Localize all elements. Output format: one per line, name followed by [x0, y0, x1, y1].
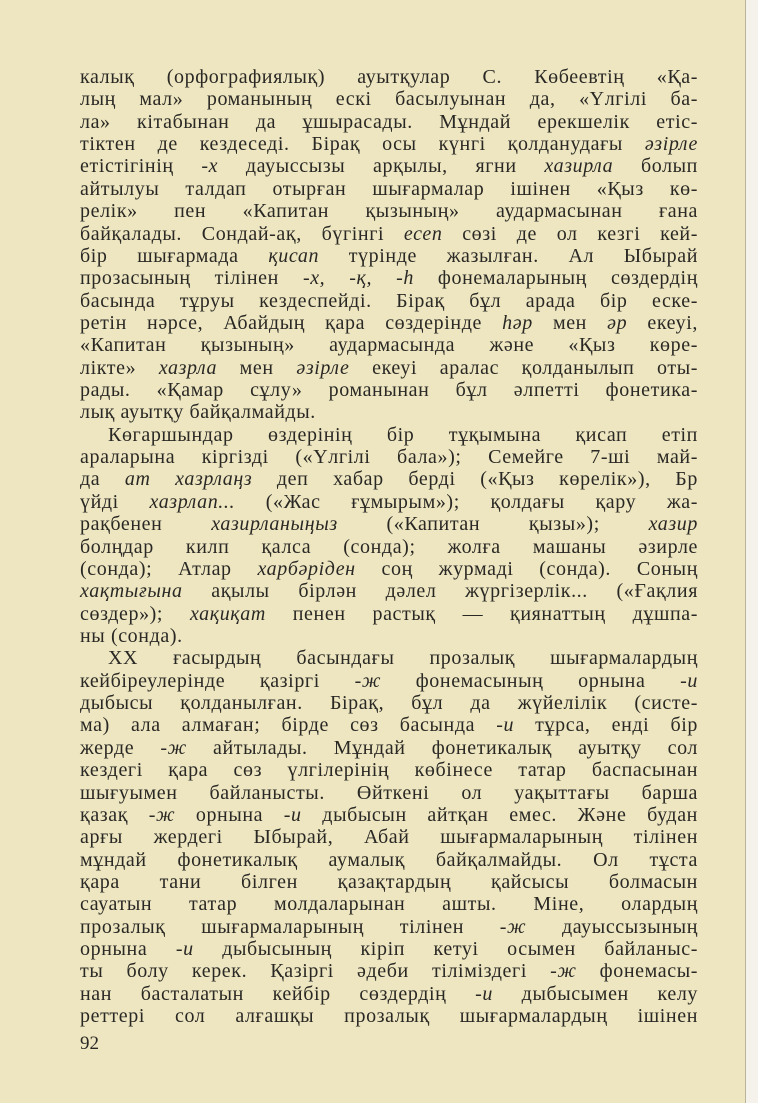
text-line	[80, 1005, 698, 1027]
text-line	[80, 424, 698, 446]
text-line	[80, 312, 698, 334]
text-line	[80, 290, 698, 312]
text-segment: дауыссызы арқылы, ягни	[218, 155, 545, 178]
text-segment: мұндай фонетикалық аумалық байқалмайды. Ол тұста	[80, 848, 698, 871]
text-segment: лың мал» романының ескі басылуынан да, «Үлгілі ба-	[80, 88, 698, 111]
text-line	[80, 88, 698, 110]
italic-term: -ж	[148, 803, 176, 826]
text-line	[80, 983, 698, 1005]
text-segment: реттері сол алғашқы прозалық шығармалардың ішінен	[80, 1005, 698, 1028]
text-segment: ны (сонда).	[80, 624, 183, 647]
text-segment: қара тани білген қазақтардың қайсысы болмасын	[80, 870, 698, 893]
text-segment: араларына кіргізді («Үлгілі бала»); Семейге 7-ші май-	[80, 446, 698, 469]
text-segment: XX ғасырдың басындағы прозалық шығармалардың	[108, 647, 698, 670]
text-line	[80, 379, 698, 401]
text-segment: дыбысын айтқан емес. Және будан	[301, 803, 698, 826]
text-line	[80, 938, 698, 960]
italic-term: әзірле	[296, 356, 350, 379]
text-line	[80, 178, 698, 200]
italic-term: қисап	[268, 244, 320, 267]
text-segment: мен	[217, 356, 297, 379]
text-line	[80, 580, 698, 602]
italic-term: хазирла	[544, 155, 614, 178]
text-segment: деп хабар берді («Қыз көрелік»), Бр	[252, 468, 698, 491]
text-segment: дыбысымен келу	[493, 982, 698, 1005]
italic-term: -ж	[354, 669, 382, 692]
text-line	[80, 491, 698, 513]
text-segment: басында тұруы кездеспейді. Бірақ бұл арада бір еске-	[80, 289, 698, 312]
text-line	[80, 223, 698, 245]
text-segment: дыбысы қолданылған. Бірақ, бұл да жүйелілік (систе-	[80, 692, 698, 715]
italic-term: -и	[175, 938, 194, 961]
text-line	[80, 826, 698, 848]
text-line	[80, 737, 698, 759]
text-line	[80, 692, 698, 714]
text-line	[80, 849, 698, 871]
text-segment: нан басталатын кейбір сөздердің	[80, 982, 476, 1005]
italic-term: -ж	[550, 960, 577, 983]
text-segment: айтылады. Мұндай фонетикалық ауытқу сол	[186, 736, 698, 759]
italic-term: хазрлап...	[149, 490, 236, 513]
italic-term: -ж	[160, 736, 187, 759]
italic-term: хақтығына	[80, 580, 183, 603]
text-line	[80, 759, 698, 781]
text-segment: мен	[532, 311, 608, 334]
text-segment: ла» кітабынан да ұшырасады. Мұндай ерекшелік етіс-	[80, 110, 698, 133]
text-segment: айтылуы талдап отырған шығармалар ішінен «Қыз кө-	[80, 177, 698, 200]
text-segment: тұрса, енді бір	[514, 714, 698, 737]
text-segment: үйді	[80, 490, 150, 513]
text-line	[80, 267, 698, 289]
text-segment: калық (орфографиялық) ауытқулар С. Көбеевтің «Қа-	[80, 66, 698, 88]
text-segment: кездегі қара сөз үлгілерінің көбінесе татар баспасынан	[80, 759, 698, 782]
text-segment: рады. «Қамар сұлу» романынан бұл әлпетті фонетика-	[80, 379, 698, 402]
text-segment: «Капитан қызының» аудармасында және «Қыз көре-	[80, 334, 698, 357]
text-segment: фонемасының орнына	[381, 669, 681, 692]
text-line	[80, 558, 698, 580]
text-segment: дыбысының кіріп кетуі осымен байланыс-	[193, 938, 698, 961]
text-segment: етістігінің	[80, 155, 202, 178]
italic-term: әр	[607, 311, 628, 334]
text-line	[80, 603, 698, 625]
italic-term: -и	[475, 982, 493, 1005]
text-segment: («Капитан қызы»);	[337, 513, 649, 536]
text-segment: ма) ала алмаған; бірде сөз басында	[80, 714, 497, 737]
text-segment: дауыссызының	[526, 915, 698, 938]
text-segment: түрінде жазылған. Ал Ыбырай	[319, 244, 698, 267]
italic-term: хазир	[648, 513, 698, 536]
text-segment: болып	[613, 155, 698, 178]
text-segment: сауатын татар молдаларынан ашты. Міне, олардың	[80, 893, 698, 916]
italic-term: есеп	[403, 222, 443, 245]
text-segment: орнына	[80, 938, 176, 961]
text-line	[80, 200, 698, 222]
italic-term: хазрла	[158, 356, 218, 379]
text-segment: прозасының тілінен	[80, 267, 303, 290]
text-segment: бір шығармада	[80, 244, 269, 267]
text-line	[80, 245, 698, 267]
text-line	[80, 960, 698, 982]
italic-term: -и	[496, 714, 515, 737]
text-segment: екеуі аралас қолданылып оты-	[349, 356, 698, 379]
text-segment: болңдар килп қалса (сонда); жолға машаны әзирле	[80, 535, 698, 558]
text-line	[80, 155, 698, 177]
italic-term: хақиқат	[189, 602, 266, 625]
text-line	[80, 916, 698, 938]
text-segment: («Жас ғұмырым»); қолдағы қару жа-	[235, 490, 698, 513]
text-segment: фонемасы-	[576, 960, 698, 983]
text-segment: да	[80, 468, 125, 491]
text-line	[80, 625, 698, 647]
text-segment: ты болу керек. Қазіргі әдеби тіліміздегі	[80, 960, 551, 983]
text-line	[80, 871, 698, 893]
italic-term: -х, -қ, -һ	[302, 267, 414, 290]
text-line	[80, 714, 698, 736]
text-segment: екеуі,	[627, 311, 698, 334]
text-segment: рақбенен	[80, 513, 212, 536]
text-line	[80, 536, 698, 558]
text-segment: сөздер»);	[80, 602, 190, 625]
text-segment: байқалады. Сондай-ақ, бүгінгі	[80, 222, 404, 245]
text-line	[80, 670, 698, 692]
text-segment: жерде	[80, 736, 161, 759]
text-segment: соң журмаді (сонда). Соның	[355, 557, 699, 580]
italic-term: харбәріден	[257, 557, 356, 580]
text-segment: Көгаршындар өздерінің бір тұқымына қисап етіп	[108, 423, 698, 446]
text-segment: сөзі де ол кезгі кей-	[442, 222, 698, 245]
text-line	[80, 446, 698, 468]
text-segment: релік» пен «Капитан қызының» аудармасынан ғана	[80, 200, 698, 223]
text-line	[80, 647, 698, 669]
italic-term: әзірле	[644, 133, 698, 156]
text-segment: кейбіреулерінде қазіргі	[80, 669, 355, 692]
page-number: 92	[80, 1033, 99, 1054]
text-segment: пенен растық — қиянаттың дұшпа-	[265, 602, 698, 625]
text-segment: орнына	[175, 803, 284, 826]
italic-term: -и	[283, 803, 302, 826]
italic-term: -ж	[499, 915, 527, 938]
text-line	[80, 133, 698, 155]
body-text	[80, 66, 698, 1027]
text-segment: фонемаларының сөздердің	[413, 267, 699, 290]
text-segment: тіктен де кездеседі. Бірақ осы күнгі қолданудағы	[80, 133, 645, 156]
text-line	[80, 468, 698, 490]
italic-term: -и	[680, 669, 698, 692]
text-segment: лікте»	[80, 356, 159, 379]
text-line	[80, 66, 698, 88]
text-segment: прозалық шығармаларының тілінен	[80, 915, 500, 938]
text-line	[80, 804, 698, 826]
text-line	[80, 513, 698, 535]
text-segment: (сонда); Атлар	[80, 557, 258, 580]
italic-term: ат хазрлаңз	[124, 468, 253, 491]
text-segment: шығуымен байланысты. Өйткені ол уақыттағы барша	[80, 781, 698, 804]
page-edge	[745, 0, 758, 1103]
text-segment: қазақ	[80, 803, 149, 826]
text-segment: ақылы бірлән дәлел жүргізерлік... («Ғақлия	[182, 580, 698, 603]
text-line	[80, 111, 698, 133]
text-line	[80, 893, 698, 915]
text-line	[80, 357, 698, 379]
italic-term: хазирланыңыз	[211, 513, 338, 536]
text-segment: арғы жердегі Ыбырай, Абай шығармаларының тілінен	[80, 826, 698, 849]
text-line	[80, 401, 698, 423]
italic-term: -х	[201, 155, 219, 178]
text-segment: ретін нәрсе, Абайдың қара сөздерінде	[80, 311, 503, 334]
text-line	[80, 334, 698, 356]
text-segment: лық ауытқу байқалмайды.	[80, 401, 316, 424]
text-line	[80, 782, 698, 804]
italic-term: һәр	[502, 311, 533, 334]
